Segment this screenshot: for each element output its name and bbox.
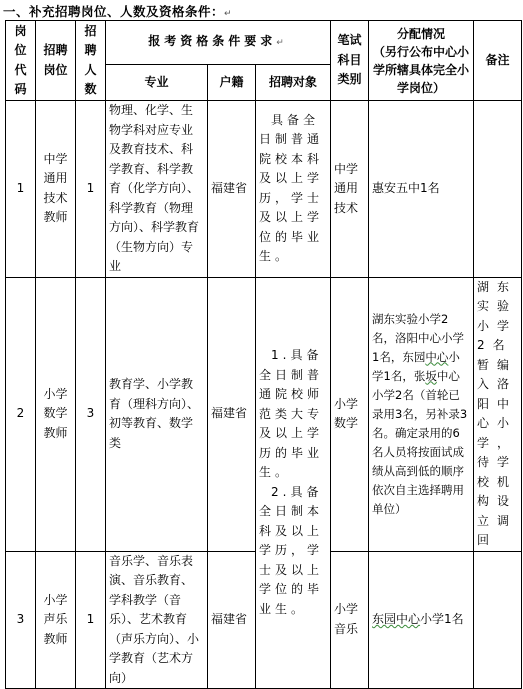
recruitment-table [5, 20, 522, 689]
row1-count: 1 [76, 101, 106, 278]
row3-exam: 小学音乐 [331, 551, 369, 689]
row2-major: 教育学、小学教育（理科方向）、初等教育、数学类 [106, 277, 208, 551]
header-remark: 备注 [474, 21, 522, 101]
header-target: 招聘对象 [256, 65, 331, 101]
row2-exam: 小学数学 [331, 277, 369, 551]
row1-target: 具备全日制普通院校本科及以上学历，学士及以上学位的毕业生。 [256, 101, 331, 278]
row1-code: 1 [6, 101, 36, 278]
allocation-note: （另行公布中心小学所辖具体完全小学岗位） [373, 44, 470, 95]
table-row [6, 101, 522, 278]
row1-exam: 中学通用技术 [331, 101, 369, 278]
row2-hukou: 福建省 [208, 277, 256, 551]
row2-code: 2 [6, 277, 36, 551]
header-row-1 [6, 21, 522, 65]
header-position-code: 岗位代码 [6, 21, 36, 101]
table-row [6, 277, 522, 551]
row2-target-2: 2.具备全日制本科及以上学历，学士及以上学位的毕业生。 [259, 484, 324, 616]
row2-target [256, 277, 331, 689]
section-heading: 一、补充招聘岗位、人数及资格条件：↵ [3, 4, 233, 19]
row3-allocation: 东园中心小学1名 [369, 551, 474, 689]
header-count: 招聘人数 [76, 21, 106, 101]
row2-position: 小学数学教师 [36, 277, 76, 551]
header-allocation [369, 21, 474, 101]
allocation-title: 分配情况 [397, 26, 446, 41]
row2-allocation: 湖东实验小学2名，洛阳中心小学1名，东园中心小学1名，张坂中心小学2名（首轮已录用3名，另补录3名。确定录用的6名人员将按面试成绩从高到低的顺序依次自主选择聘用单位） [369, 277, 474, 551]
header-exam-category: 笔试科目类别 [331, 21, 369, 101]
row1-remark [474, 101, 522, 278]
row1-major: 物理、化学、生物学科对应专业及教育技术、科学教育、科学教育（化学方向）、科学教育（物理方向）、科学教育（生物方向）专业 [106, 101, 208, 278]
header-position: 招聘岗位 [36, 21, 76, 101]
row3-remark [474, 551, 522, 689]
header-hukou: 户籍 [208, 65, 256, 101]
header-major: 专业 [106, 65, 208, 101]
header-requirements: 报考资格条件要求↵ [106, 21, 331, 65]
row3-code: 3 [6, 551, 36, 689]
row1-allocation: 惠安五中1名 [369, 101, 474, 278]
row3-major: 音乐学、音乐表演、音乐教育、学科教学（音乐）、艺术教育（声乐方向）、小学教育（艺术方向） [106, 551, 208, 689]
row3-hukou: 福建省 [208, 551, 256, 689]
row2-remark: 湖东实验小学2名暂编入洛阳中心小学，待学校机构设立调回 [474, 277, 522, 551]
row3-count: 1 [76, 551, 106, 689]
row1-position: 中学通用技术教师 [36, 101, 76, 278]
row3-position: 小学声乐教师 [36, 551, 76, 689]
row1-hukou: 福建省 [208, 101, 256, 278]
row2-target-1: 1.具备全日制普通院校师范类大专及以上学历的毕业生。 [259, 348, 324, 480]
row2-count: 3 [76, 277, 106, 551]
